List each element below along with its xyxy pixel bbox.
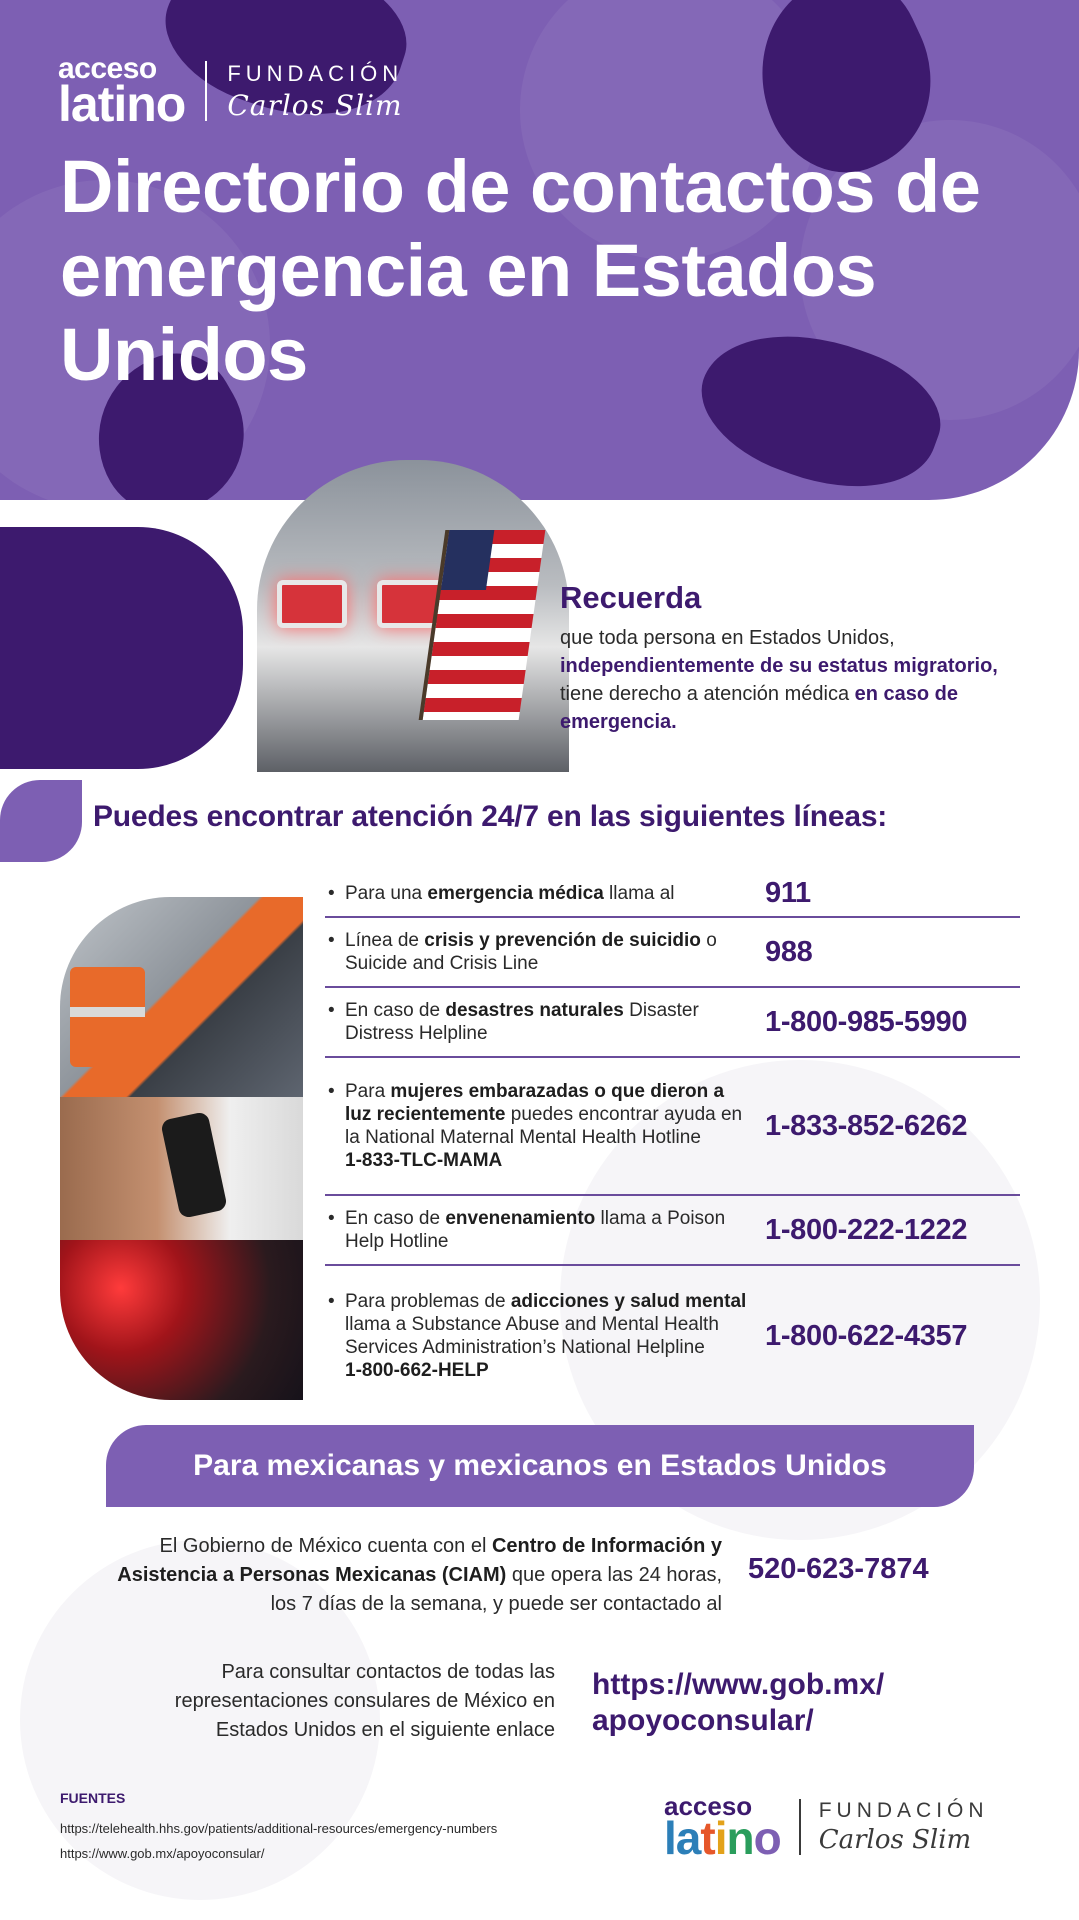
fundacion-carlos-slim-logo: FUNDACIÓN Carlos Slim <box>227 60 404 122</box>
line-description: • En caso de desastres naturales Disaster Distress Helpline <box>325 999 755 1045</box>
logo-divider <box>799 1799 801 1855</box>
mexicanos-banner <box>106 1425 974 1507</box>
sources-title: FUENTES <box>60 1790 126 1806</box>
phone-number[interactable]: 1-800-985-5990 <box>765 1005 968 1038</box>
list-item <box>325 1196 1020 1266</box>
header-logos <box>58 52 404 132</box>
fundacion-carlos-slim-logo: FUNDACIÓN Carlos Slim <box>818 1799 989 1856</box>
mexicanos-banner-text: Para mexicanas y mexicanos en Estados Unidos <box>193 1449 887 1482</box>
phone-number[interactable]: 1-800-622-4357 <box>765 1319 968 1352</box>
lines-heading: Puedes encontrar atención 24/7 en las siguientes líneas: <box>93 800 888 833</box>
emergency-photo-strip <box>60 897 303 1400</box>
header-banner <box>0 0 1079 500</box>
logo-divider <box>205 61 207 121</box>
list-item <box>325 988 1020 1058</box>
acceso-latino-logo: acceso latino <box>664 1791 781 1865</box>
source-link[interactable]: https://www.gob.mx/apoyoconsular/ <box>60 1846 265 1861</box>
recuerda-block <box>560 580 1040 736</box>
acceso-latino-logo: acceso latino <box>58 52 186 132</box>
decorative-blob <box>0 527 243 769</box>
consular-text: Para consultar contactos de todas las representaciones consulares de México en Estados Unidos en el siguiente enlace <box>174 1661 555 1741</box>
page-title: Directorio de contactos de emergencia en Estados Unidos <box>60 145 981 396</box>
list-item <box>325 1058 1020 1196</box>
recuerda-title: Recuerda <box>560 580 702 615</box>
footer-logos <box>664 1791 989 1865</box>
recuerda-text: que toda persona en Estados Unidos, independientemente de su estatus migratorio, tiene derecho a atención médica en caso de emergencia. <box>560 627 998 733</box>
phone-number[interactable]: 911 <box>765 876 811 909</box>
phone-number[interactable]: 988 <box>765 935 813 968</box>
phone-call-photo <box>60 1097 303 1240</box>
line-description: • Para mujeres embarazadas o que dieron a luz recientemente puedes encontrar ayuda en la National Maternal Mental Health Hotline 1-833-TLC-MAMA <box>325 1080 755 1172</box>
ciam-phone-number[interactable]: 520-623-7874 <box>748 1553 929 1585</box>
ambulance-flag-photo <box>257 460 569 772</box>
list-item <box>325 1266 1020 1406</box>
us-flag-icon <box>419 530 546 720</box>
ambulance-light <box>277 580 347 628</box>
line-description: • Línea de crisis y prevención de suicidio o Suicide and Crisis Line <box>325 929 755 975</box>
emergency-scene-photo <box>60 1240 303 1400</box>
phone-number[interactable]: 1-833-852-6262 <box>765 1109 968 1142</box>
decorative-tab <box>0 780 82 862</box>
sources-block <box>60 1790 660 1866</box>
ciam-text: El Gobierno de México cuenta con el Centro de Información y Asistencia a Personas Mexicanas (CIAM) que opera las 24 horas, los 7 días de la semana, y puede ser contactado al <box>117 1535 722 1615</box>
source-link[interactable]: https://telehealth.hhs.gov/patients/additional-resources/emergency-numbers <box>60 1821 498 1836</box>
line-description: • En caso de envenenamiento llama a Poison Help Hotline <box>325 1207 755 1253</box>
paramedics-photo <box>60 897 303 1097</box>
emergency-lines-list <box>325 860 1020 1406</box>
line-description: • Para una emergencia médica llama al <box>325 882 755 905</box>
consular-link[interactable]: https://www.gob.mx/ apoyoconsular/ <box>592 1668 885 1737</box>
list-item <box>325 870 1020 918</box>
line-description: • Para problemas de adicciones y salud mental llama a Substance Abuse and Mental Health Services Administration’s National Helpline 1-800-662-HELP <box>325 1290 755 1382</box>
phone-number[interactable]: 1-800-222-1222 <box>765 1213 968 1246</box>
list-item <box>325 918 1020 988</box>
